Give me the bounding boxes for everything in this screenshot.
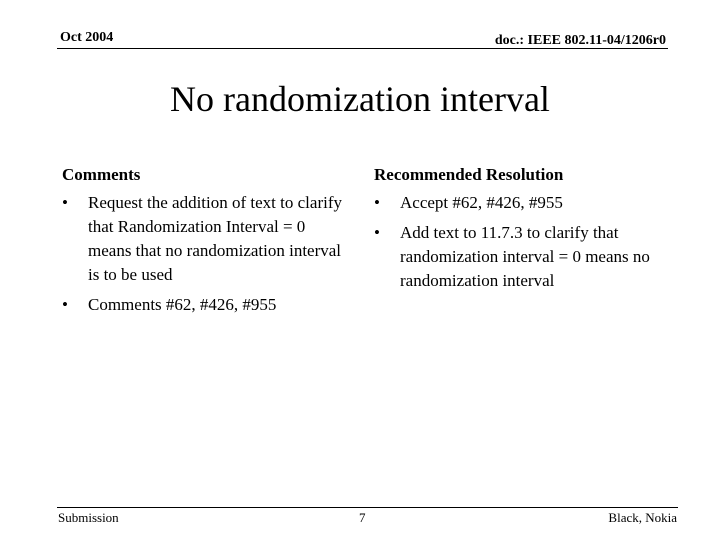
resolution-column bbox=[374, 163, 674, 299]
header-doc-id: doc.: IEEE 802.11-04/1206r0 bbox=[494, 33, 666, 48]
list-item bbox=[62, 293, 352, 317]
page-number: 7 bbox=[359, 510, 366, 525]
footer-submission: Submission bbox=[58, 510, 119, 525]
resolution-text: Accept #62, #426, #955 bbox=[400, 193, 563, 212]
header-date: Oct 2004 bbox=[60, 30, 114, 45]
comment-text: Request the addition of text to clarify that Randomization Interval = 0 means that no randomization interval is to be used bbox=[88, 193, 342, 284]
list-item bbox=[374, 191, 674, 215]
comment-text: Comments #62, #426, #955 bbox=[88, 295, 277, 314]
slide-title: No randomization interval bbox=[170, 79, 550, 119]
resolution-text: Add text to 11.7.3 to clarify that randomization interval = 0 means no randomization interval bbox=[400, 223, 650, 290]
resolution-list bbox=[374, 191, 674, 293]
list-item bbox=[374, 221, 674, 293]
header-divider bbox=[57, 48, 668, 49]
footer-author: Black, Nokia bbox=[608, 510, 677, 525]
resolution-heading: Recommended Resolution bbox=[374, 165, 564, 184]
bullet-icon: • bbox=[374, 193, 380, 212]
footer-divider bbox=[57, 507, 678, 508]
bullet-icon: • bbox=[374, 223, 380, 242]
bullet-icon: • bbox=[62, 295, 68, 314]
comments-list bbox=[62, 191, 352, 317]
comments-heading: Comments bbox=[62, 165, 141, 184]
list-item bbox=[62, 191, 352, 287]
comments-column bbox=[62, 163, 352, 323]
bullet-icon: • bbox=[62, 193, 68, 212]
